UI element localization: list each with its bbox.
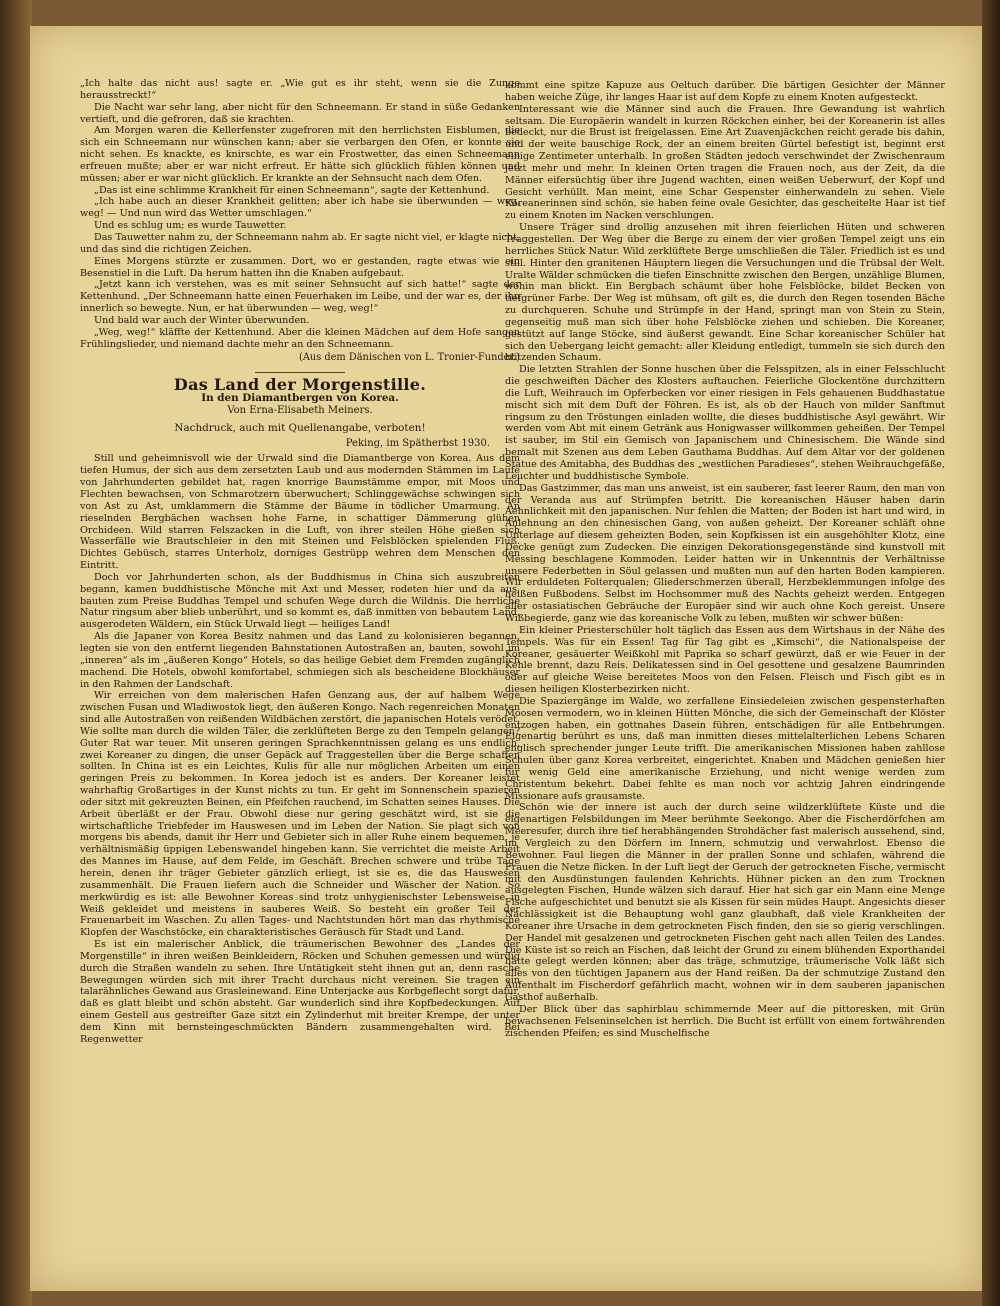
- story-paragraph: „Das ist eine schlimme Krankheit für einen Schneemann“, sagte der Kettenhund.: [94, 184, 490, 196]
- article-paragraph: Die letzten Strahlen der Sonne huschen über die Felsspitzen, als in einer Felsschlucht die geschweiften Dächer des Klosters auftauchen. Feierliche Glockentöne durchzittern die Luft, Weihrauch im Opferbecken vor einer riesigen in Fels gehauenen Buddhastatue mischt sich mit dem Duft der Föhren. Es ist, als ob der Hauch von milder Sanftmut ringsum zu den Tröstungen einladen wollte, die dieses buddhistische Asyl gewährt. Wir werden vom Abt mit einem Getränk aus Honigwasser willkommen geheißen. Der Tempel ist sauber, im Stil ein Gemisch von Japanischem und Chinesischem. Die Wände sind bemalt mit Szenen aus dem Leben Gauthama Buddhas. Auf dem Altar vor der goldenen Statue des Amitabha, des Buddhas des „westlichen Paradieses“, stehen Weihrauchgefäße, Leuchter und buddhistische Symbole.: [505, 364, 945, 482]
- article-paragraph: Interessant wie die Männer sind auch die Frauen. Ihre Gewandung ist wahrlich seltsam. Die Europäerin wandelt in kurzen Röckchen einher, bei der Koreanerin ist alles bedeckt, nur die Brust ist freigelassen. Eine Art Zuavenjäckchen reicht gerade bis dahin, und der weite bauschige Rock, der an einem breiten Gürtel befestigt ist, beginnt erst einige Zentimeter unterhalb. In großen Städten jedoch verschwindet der Zwischenraum jetzt mehr und mehr. In kleinen Orten tragen die Frauen noch, aus der Zeit, da die Männer eifersüchtig über ihre Jugend wachten, einen weißen Ueberwurf, der Kopf und Gesicht verhüllt. Man meint, eine Schar Gespenster einherwandeln zu sehen. Viele Koreanerinnen sind schön, sie haben feine ovale Gesichter, das gescheitelte Haar ist tief zu einem Knoten im Nacken verschlungen.: [505, 103, 945, 222]
- article-paragraph: Das Gastzimmer, das man uns anweist, ist ein sauberer, fast leerer Raum, den man von der Veranda aus auf Strümpfen betritt. Die koreanischen Häuser haben darin Aehnlichkeit mit den japanischen. Nur fehlen die Matten; der Boden ist hart und wird, in Anlehnung an den chinesischen Gang, von außen geheizt. Der Koreaner schläft ohne Unterlage auf diesem geheizten Boden, sein Kopfkissen ist ein ausgehöhlter Klotz, eine Decke genügt zum Zudecken. Die einzigen Dekorationsgegenstände sind kunstvoll mit Messing beschlagene Kommoden. Leider hatten wir in Unkenntnis der Verhältnisse unsere Federbetten in Söul gelassen und mußten nun auf den harten Boden kampieren. Wir erduldeten Folterqualen; Gliederschmerzen überall, Herzbeklemmungen infolge des heißen Fußbodens. Selbst im Hochsommer muß des Nachts geheizt werden. Entgegen aller ostasiatischen Gebräuche der Europäer sind wir auch ohne Koch gereist. Unsere Wißbegierde, ganz wie das koreanische Volk zu leben, mußten wir schwer büßen:: [505, 482, 945, 624]
- left-column: [80, 78, 520, 1046]
- newspaper-page: [30, 26, 982, 1291]
- article-paragraph: Unsere Träger sind drollig anzusehen mit ihren feierlichen Hüten und schweren Traggestellen. Der Weg über die Berge zu einem der vier großen Tempel zeigt uns ein herrliches Stück Natur. Wild zerklüftete Berge umschließen die Täler. Friedlich ist es und still. Hinter den granitenen Häuptern liegen die Versuchungen und die Trübsal der Welt. Uralte Wälder schmücken die tiefen Einschnitte zwischen den Bergen, unzählige Blumen, wohin man blickt. Ein Bergbach schäumt über hohe Felsblöcke, bildet Becken von tiefgrüner Farbe. Der Weg ist mühsam, oft gilt es, die durch den Regen tosenden Bäche zu durchqueren. Schuhe und Strümpfe in der Hand, springt man von Stein zu Stein, gegenseitig muß man sich über hohe Felsblöcke ziehen und schieben. Die Koreaner, gestützt auf lange Stöcke, sind äußerst gewandt. Eine Schar koreanischer Schüler hat sich den Uebergang leicht gemacht: aller Kleidung entledigt, tummeln sie sich durch den blitzenden Schaum.: [505, 222, 945, 364]
- article-paragraph: Der Blick über das saphirblau schimmernde Meer auf die pittoresken, mit Grün bewachsenen Felseninselchen ist herrlich. Die Bucht ist erfüllt von einem fortwährenden zischenden Pfeifen; es sind Muschelfische: [505, 1003, 945, 1039]
- dateline: Peking, im Spätherbst 1930.: [345, 437, 490, 449]
- story-source: (Aus dem Dänischen von L. Tronier-Funder.): [299, 352, 520, 364]
- article-paragraph: Wir erreichen von dem malerischen Hafen Genzang aus, der auf halbem Wege zwischen Fusan und Wladiwostok liegt, den äußeren Kongo. Nach regenreichen Monaten sind alle Autostraßen von reißenden Wildbächen zerstört, die japanischen Hotels verödet. Wie sollte man durch die wilden Täler, die zerklüfteten Berge zu den Tempeln gelangen? Guter Rat war teuer. Mit unseren geringen Sprachkenntnissen gelang es uns endlich, zwei Koreaner zu dingen, die unser Gepäck auf Traggestellen über die Berge schaffen sollten. In China ist es ein Leichtes, Kulis für alle nur möglichen Arbeiten um einen geringen Preis zu bekommen. In Korea jedoch ist es anders. Der Koreaner leistet wahrhaftig Großartiges in der Kunst nichts zu tun. Er geht im Sonnenschein spazieren oder sitzt mit gekreuzten Beinen, ein Pfeifchen rauchend, im Schatten seines Hauses. Die Arbeit überläßt er der Frau. Obwohl diese nur gering geschätzt wird, ist sie die wirtschaftliche Triebfeder im Hauswesen und im Leben der Nation. Sie plagt sich von morgens bis abends, damit ihr Herr und Gebieter sich in aller Ruhe einem bequemen, je verhältnismäßig üppigen Lebenswandel hingeben kann. Sie verrichtet die meiste Arbeit des Mannes im Hause, auf dem Felde, im Geschäft. Brechen schwere und trübe Tage herein, denen ihr träger Gebieter gänzlich erliegt, ist sie es, die das Hauswesen zusammenhält. Die Frauen liefern auch die Schneider und Wäscher der Nation. So merkwürdig es ist: alle Bewohner Koreas sind trotz unhygienischster Lebensweise in Weiß gekleidet und meistens in sauberes Weiß. So besteht ein großer Teil der Frauenarbeit im Waschen. Zu allen Tages- und Nachtstunden hört man das rhythmische Klopfen der Waschstöcke, ein charakteristisches Geräusch für Stadt und Land.: [80, 690, 520, 939]
- story-paragraph: „Ich halte das nicht aus! sagte er. „Wie gut es ihr steht, wenn sie die Zunge herausstreckt!“: [80, 78, 520, 101]
- article-author: Von Erna-Elisabeth Meiners.: [227, 404, 373, 416]
- story-paragraph: Am Morgen waren die Kellerfenster zugefroren mit den herrlichsten Eisblumen, die sich ein Schneemann nur wünschen kann; aber sie verbargen den Ofen, er konnte sie nicht sehen. Es knackte, es knirschte, es war ein Frostwetter, das einen Schneemann erfreuen mußte; aber er war nicht erfreut. Er hätte sich glücklich fühlen können und müssen; aber er war nicht glücklich. Er krankte an der Sehnsucht nach dem Ofen.: [80, 125, 520, 184]
- reprint-note: Nachdruck, auch mit Quellenangabe, verboten!: [174, 421, 426, 434]
- article-paragraph: Still und geheimnisvoll wie der Urwald sind die Diamantberge von Korea. Aus dem tiefen Humus, der sich aus dem zersetzten Laub und aus modernden Stämmen im Laufe von Jahrhunderten gebildet hat, ragen knorrige Baumstämme empor, mit Moos und Flechten bewachsen, von Schmarotzern überwuchert; Schlinggewächse schwingen sich von Ast zu Ast, umklammern die Stämme der Bäume in tödlicher Umarmung. An rieselnden Bergbächen wachsen hohe Farne, in schattiger Dämmerung glühen Orchideen. Wild starren Felszacken in die Luft, von ihrer steilen Höhe gießen sich Wasserfälle wie Brautschleier in den mit Steinen und Felsblöcken spielenden Fluß. Dichtes Gebüsch, starres Unterholz, dorniges Gestrüpp wehren dem Menschen den Eintritt.: [80, 453, 520, 572]
- next-page-edge: [982, 0, 1000, 1306]
- article-subhead: In den Diamantbergen von Korea.: [201, 392, 399, 405]
- right-column: [505, 80, 945, 1039]
- article-paragraph: Doch vor Jahrhunderten schon, als der Buddhismus in China sich auszubreiten begann, kamen buddhistische Mönche mit Axt und Messer, rodeten hier und da aus, bauten zum Preise Buddhas Tempel und schufen Wege durch die Wildnis. Die herrliche Natur ringsum aber blieb unberührt, und so kommt es, daß inmitten von bebautem Land, ausgerodeten Wäldern, ein Stück Urwald liegt — heiliges Land!: [80, 571, 520, 631]
- story-paragraph: „Jetzt kann ich verstehen, was es mit seiner Sehnsucht auf sich hatte!“ sagte der Kettenhund. „Der Schneemann hatte einen Feuerhaken im Leibe, und der war es, der ihn innerlich so bewegte. Nun, er hat überwunden — weg, weg!“: [80, 279, 520, 315]
- article-headline: Das Land der Morgenstille.: [173, 375, 427, 395]
- article-paragraph: kommt eine spitze Kapuze aus Oeltuch darüber. Die bärtigen Gesichter der Männer haben weiche Züge, ihr langes Haar ist auf dem Kopfe zu einem Knoten aufgesteckt.: [505, 80, 945, 103]
- section-divider: [255, 372, 345, 373]
- article-paragraph: Schön wie der innere ist auch der durch seine wildzerklüftete Küste und die eigenartigen Felsbildungen im Meer berühmte Seekongo. Aber die Fischerdörfchen am Meeresufer, durch ihre tief herabhängenden Strohdächer fast malerisch aussehend, sind, im Vergleich zu den Dörfern im Innern, schmutzig und verwahrlost. Ebenso die Bewohner. Faul liegen die Männer in der prallen Sonne und schlafen, während die Frauen die Netze flicken. In der Luft liegt der Geruch der getrockneten Fische, vermischt mit den Ausdünstungen faulenden Kehrichts. Hühner picken an den zum Trocknen ausgelegten Fischen, Hunde wälzen sich darauf. Hier hat sich gar ein Mann eine Menge Fische aufgeschichtet und benutzt sie als Kissen für sein müdes Haupt. Angesichts dieser Nachlässigkeit ist die Behauptung wohl ganz glaubhaft, daß viele Krankheiten der Koreaner ihre Ursache in dem getrockneten Fisch finden, den sie so gierig verschlingen. Der Handel mit gesalzenen und getrockneten Fischen geht nach allen Teilen des Landes. Die Küste ist so reich an Fischen, daß leicht der Grund zu einem blühenden Exporthandel hätte gelegt werden können; aber das träge, schmutzige, träumerische Volk läßt sich alles von den tüchtigen Japanern aus der Hand reißen. Da der schmutzige Zustand den Aufenthalt im Fischerdorf gefährlich macht, wohnen wir in dem sauberen japanischen Gasthof außerhalb.: [505, 802, 945, 1003]
- story-paragraph: Die Nacht war sehr lang, aber nicht für den Schneemann. Er stand in süße Gedanken vertieft, und die gefroren, daß sie krachten.: [80, 101, 520, 125]
- story-paragraph: Und es schlug um; es wurde Tauwetter.: [94, 220, 287, 232]
- story-paragraph: Das Tauwetter nahm zu, der Schneemann nahm ab. Er sagte nicht viel, er klagte nicht, und das sind die richtigen Zeichen.: [80, 231, 520, 255]
- book-binding: [0, 0, 32, 1306]
- story-paragraph: Eines Morgens stürzte er zusammen. Dort, wo er gestanden, ragte etwas wie ein Besenstiel in die Luft. Da herum hatten ihn die Knaben aufgebaut.: [80, 255, 520, 279]
- article-paragraph: Als die Japaner von Korea Besitz nahmen und das Land zu kolonisieren begannen, legten sie von den entfernt liegenden Bahnstationen Autostraßen an, bauten, sowohl im „inneren“ als im „äußeren Kongo“ Hotels, so das heilige Gebiet dem Fremden zugänglich machend. Die Hotels, obwohl komfortabel, schmiegen sich als bescheidene Blockhäuser in den Rahmen der Landschaft.: [80, 631, 520, 690]
- story-paragraph: „Weg, weg!“ kläffte der Kettenhund. Aber die kleinen Mädchen auf dem Hofe sangen Frühlingslieder, und niemand dachte mehr an den Schneemann.: [80, 326, 520, 350]
- story-paragraph: „Ich habe auch an dieser Krankheit gelitten; aber ich habe sie überwunden — weg, weg! — Und nun wird das Wetter umschlagen.“: [80, 196, 520, 220]
- article-paragraph: Die Spaziergänge im Walde, wo zerfallene Einsiedeleien zwischen gespensterhaften Moosen vermodern, wo in kleinen Hütten Mönche, die sich der Gemeinschaft der Klöster entzogen haben, ein gottnahes Dasein führen, entschädigen für alle Entbehrungen. Eigenartig berührt es uns, daß man inmitten dieses mittelalterlichen Lebens Scharen englisch sprechender junger Leute trifft. Die amerikanischen Missionen haben zahllose Schulen über ganz Korea verbreitet, eingerichtet. Knaben und Mädchen genießen hier für wenig Geld eine amerikanische Erziehung, und nicht wenige werden zum Christentum bekehrt. Dabei fehlte es man noch vor achtzig Jahren eindringende Missionare aufs grausamste.: [505, 695, 945, 802]
- story-paragraph: Und bald war auch der Winter überwunden.: [94, 314, 310, 326]
- article-paragraph: Es ist ein malerischer Anblick, die träumerischen Bewohner des „Landes der Morgenstille“ in ihren weißen Beinkleidern, Röcken und Schuhen gemessen und würdig durch die Straßen wandeln zu sehen. Ihre Untätigkeit steht ihnen gut an, denn rasche Bewegungen würden sich mit ihrer Tracht durchaus nicht vereinen. Sie tragen ein talarähnliches Gewand aus Grasleinewand. Eine Unterjacke aus Korbgeflecht sorgt dafür, daß es glatt bleibt und schön absteht. Gar wunderlich sind ihre Kopfbedeckungen. Auf einem Gestell aus gestreifter Gaze sitzt ein Zylinderhut mit breiter Krempe, der unter dem Kinn mit bernsteingeschmückten Bändern zusammengehalten wird. Bei Regenwetter: [80, 939, 520, 1045]
- article-paragraph: Ein kleiner Priesterschüler holt täglich das Essen aus dem Wirtshaus in der Nähe des Tempels. Was für ein Essen! Tag für Tag gibt es „Kimschi“, die Nationalspeise der Koreaner, gesäuerter Weißkohl mit Paprika so scharf gewürzt, daß er wie Feuer in der Kehle brennt, dazu Reis. Delikatessen sind in Oel gesottene und gesalzene Baumrinden oder auf gleiche Weise bereitetes Moos von den Felsen. Fleisch und Fisch gibt es in diesen heiligen Klosterbezirken nicht.: [505, 624, 945, 696]
